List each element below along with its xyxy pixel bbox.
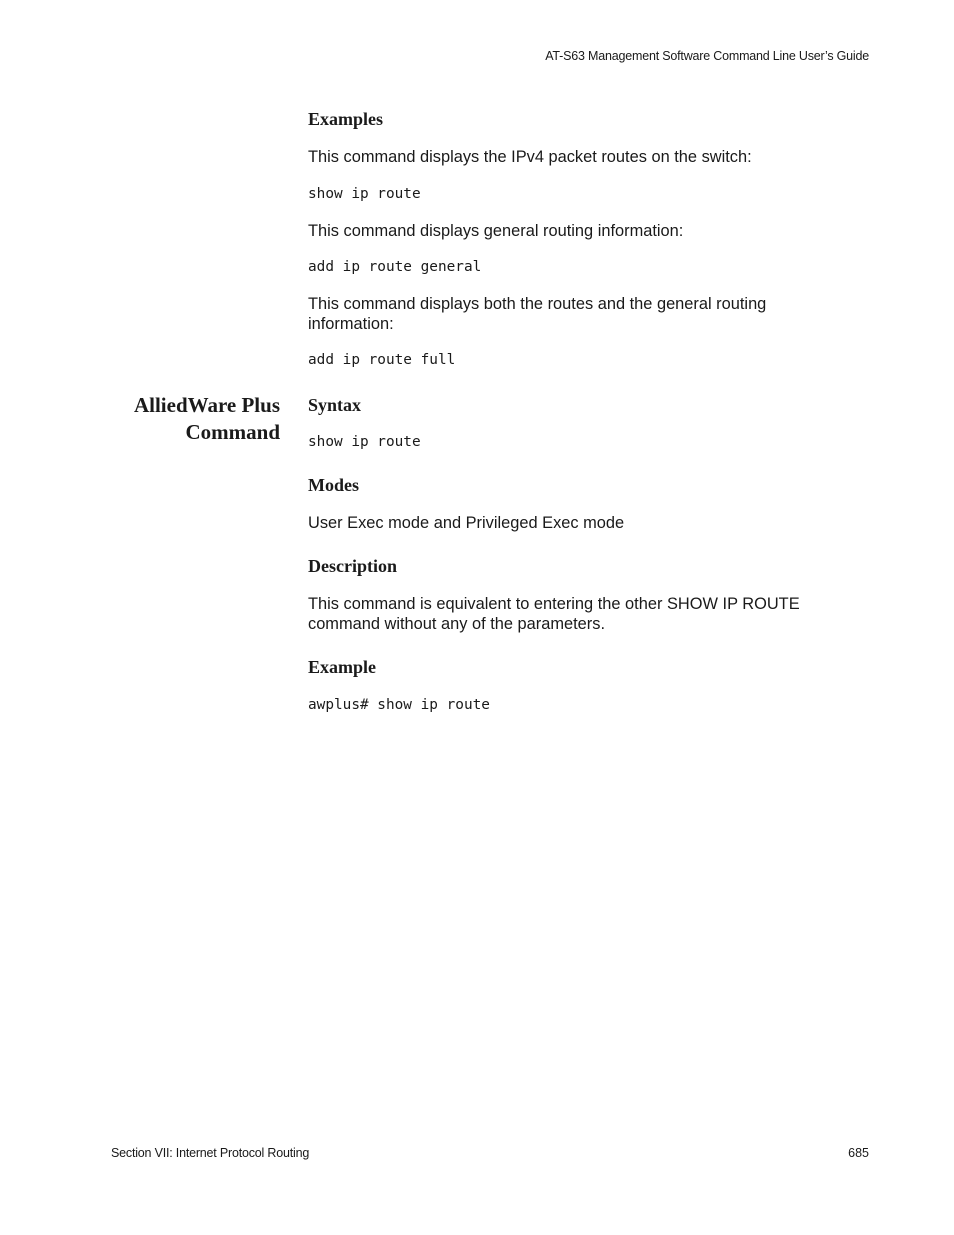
page-number: 685 — [848, 1146, 869, 1160]
description-heading: Description — [308, 556, 397, 576]
example-code: awplus# show ip route — [308, 697, 490, 713]
side-heading-alliedware-plus-command — [80, 392, 280, 446]
syntax-code: show ip route — [308, 434, 421, 450]
examples-intro-3: This command displays both the routes and the general routing information: — [308, 295, 767, 333]
footer-section: Section VII: Internet Protocol Routing — [111, 1146, 310, 1160]
examples-code-2: add ip route general — [308, 259, 482, 275]
side-heading-line-2: Command — [185, 420, 280, 444]
side-heading-line-1: AlliedWare Plus — [133, 393, 280, 417]
example-heading: Example — [308, 657, 377, 677]
examples-code-1: show ip route — [308, 186, 421, 202]
examples-code-3: add ip route full — [308, 352, 456, 368]
modes-heading: Modes — [308, 475, 359, 495]
description-text: This command is equivalent to entering the other SHOW IP ROUTE command without any of the parameters. — [308, 595, 800, 633]
syntax-heading: Syntax — [308, 395, 362, 415]
running-header: AT-S63 Management Software Command Line User’s Guide — [545, 49, 869, 63]
examples-intro-2: This command displays general routing information: — [308, 222, 684, 240]
modes-text: User Exec mode and Privileged Exec mode — [308, 514, 625, 532]
examples-intro-1: This command displays the IPv4 packet routes on the switch: — [308, 148, 752, 166]
examples-heading: Examples — [308, 109, 384, 129]
